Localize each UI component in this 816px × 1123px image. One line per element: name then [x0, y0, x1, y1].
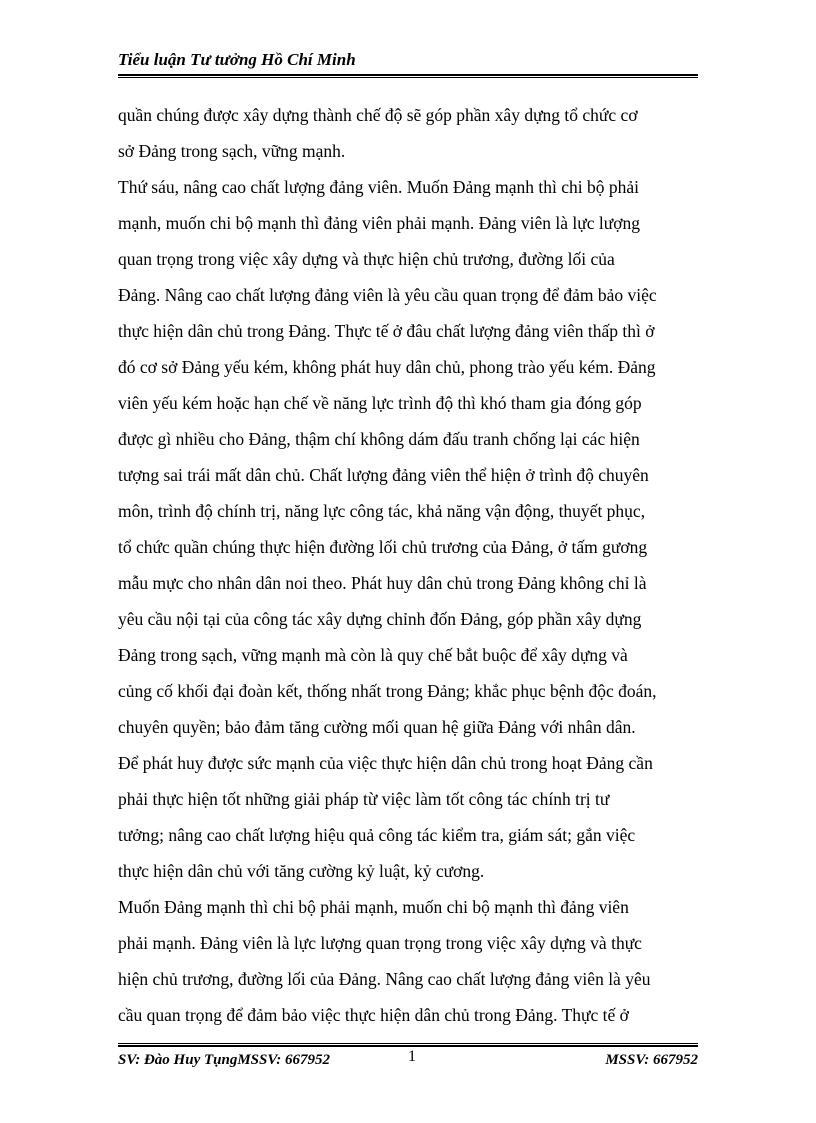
- text-line: mẫu mực cho nhân dân noi theo. Phát huy dân chủ trong Đảng không chỉ là: [118, 573, 647, 593]
- text-line: thực hiện dân chủ với tăng cường kỷ luật, kỷ cương.: [118, 861, 485, 881]
- text-line: môn, trình độ chính trị, năng lực công tác, khả năng vận động, thuyết phục,: [118, 501, 646, 521]
- text-line: Đảng trong sạch, vững mạnh mà còn là quy chế bắt buộc để xây dựng và: [118, 645, 628, 665]
- text-line: quan trọng trong việc xây dựng và thực hiện chủ trương, đường lối của: [118, 249, 615, 269]
- footer-student-info: SV: Đào Huy TụngMSSV: 667952: [118, 1052, 330, 1068]
- text-line: thực hiện dân chủ trong Đảng. Thực tế ở đâu chất lượng đảng viên thấp thì ở: [118, 321, 655, 341]
- text-line: phải thực hiện tốt những giải pháp từ việc làm tốt công tác chính trị tư: [118, 789, 610, 809]
- page-header: [118, 50, 698, 74]
- page-number: 1: [408, 1048, 416, 1065]
- text-line: tưởng; nâng cao chất lượng hiệu quả công tác kiểm tra, giám sát; gắn việc: [118, 825, 636, 845]
- text-line: được gì nhiều cho Đảng, thậm chí không dám đấu tranh chống lại các hiện: [118, 429, 640, 449]
- text-line: Đảng. Nâng cao chất lượng đảng viên là yêu cầu quan trọng để đảm bảo việc: [118, 285, 657, 305]
- text-line: cầu quan trọng để đảm bảo việc thực hiện dân chủ trong Đảng. Thực tế ở: [118, 1005, 629, 1025]
- document-body: [118, 97, 698, 1033]
- header-title: Tiểu luận Tư tưởng Hồ Chí Minh: [118, 50, 356, 69]
- text-line: quần chúng được xây dựng thành chế độ sẽ góp phần xây dựng tổ chức cơ: [118, 105, 638, 125]
- text-line: viên yếu kém hoặc hạn chế về năng lực trình độ thì khó tham gia đóng góp: [118, 393, 642, 413]
- text-line: đó cơ sở Đảng yếu kém, không phát huy dân chủ, phong trào yếu kém. Đảng: [118, 357, 656, 377]
- text-line: củng cố khối đại đoàn kết, thống nhất trong Đảng; khắc phục bệnh độc đoán,: [118, 681, 657, 701]
- text-line: chuyên quyền; bảo đảm tăng cường mối quan hệ giữa Đảng với nhân dân.: [118, 717, 636, 737]
- page-footer: [118, 1048, 698, 1074]
- footer-divider: [118, 1043, 698, 1047]
- text-line: mạnh, muốn chi bộ mạnh thì đảng viên phải mạnh. Đảng viên là lực lượng: [118, 213, 641, 233]
- text-line: hiện chủ trương, đường lối của Đảng. Nâng cao chất lượng đảng viên là yêu: [118, 969, 651, 989]
- text-line: Thứ sáu, nâng cao chất lượng đảng viên. Muốn Đảng mạnh thì chi bộ phải: [118, 177, 640, 197]
- text-line: phải mạnh. Đảng viên là lực lượng quan trọng trong việc xây dựng và thực: [118, 933, 642, 953]
- header-divider: [118, 74, 698, 78]
- footer-student-id: MSSV: 667952: [605, 1052, 698, 1068]
- text-line: sở Đảng trong sạch, vững mạnh.: [118, 141, 346, 161]
- text-line: tổ chức quần chúng thực hiện đường lối chủ trương của Đảng, ở tấm gương: [118, 537, 648, 557]
- text-line: Muốn Đảng mạnh thì chi bộ phải mạnh, muốn chi bộ mạnh thì đảng viên: [118, 897, 629, 917]
- text-line: Để phát huy được sức mạnh của việc thực hiện dân chủ trong hoạt Đảng cần: [118, 753, 653, 773]
- text-line: tượng sai trái mất dân chủ. Chất lượng đảng viên thể hiện ở trình độ chuyên: [118, 465, 649, 485]
- text-line: yêu cầu nội tại của công tác xây dựng chỉnh đốn Đảng, góp phần xây dựng: [118, 609, 642, 629]
